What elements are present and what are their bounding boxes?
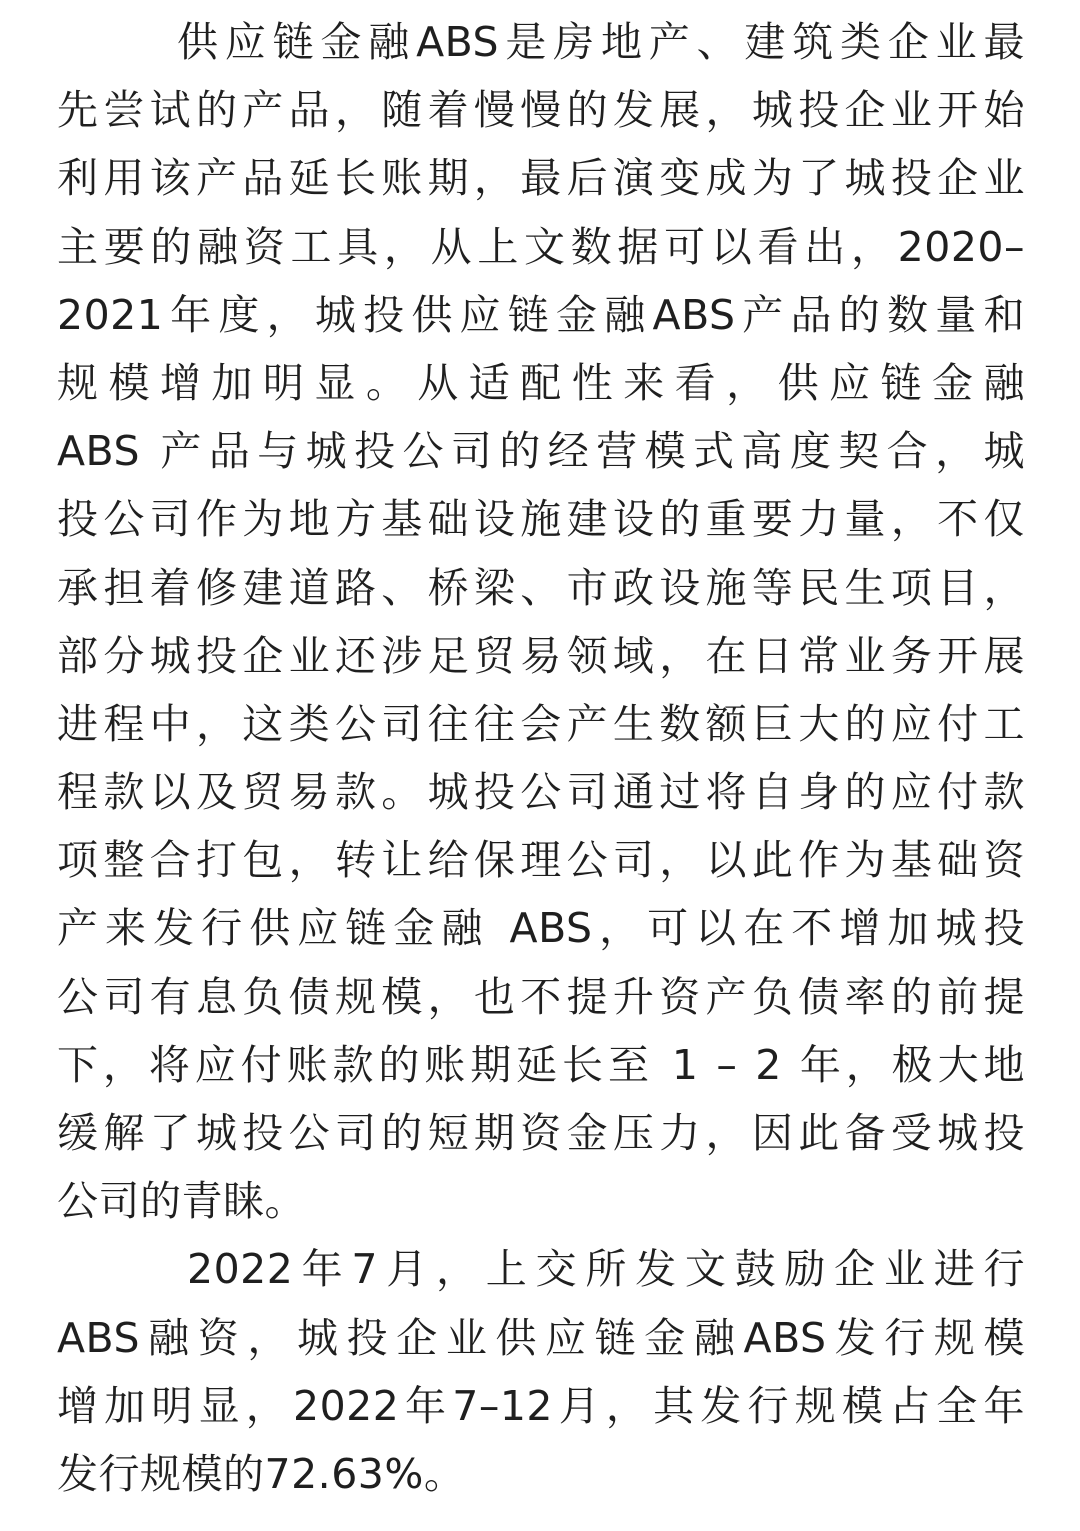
paragraph-1-line-14: 产来发行供应链金融 ABS，可以在不增加城投	[57, 904, 1025, 953]
paragraph-1	[57, 8, 1025, 1235]
paragraph-1-line-6: 规模增加明显。从适配性来看，供应链金融	[57, 358, 1025, 407]
paragraph-2-line-1: 2022年7月，上交所发文鼓励企业进行	[187, 1245, 1025, 1294]
paragraph-1-line-3: 利用该产品延长账期，最后演变成为了城投企业	[57, 154, 1025, 203]
paragraph-2	[57, 1235, 1025, 1508]
paragraph-2-line-3: 增加明显，2022年7–12月，其发行规模占全年	[57, 1381, 1025, 1430]
paragraph-1-line-9: 承担着修建道路、桥梁、市政设施等民生项目，	[57, 563, 1025, 612]
paragraph-1-line-15: 公司有息负债规模，也不提升资产负债率的前提	[57, 972, 1025, 1021]
paragraph-2-line-2: ABS融资，城投企业供应链金融ABS发行规模	[57, 1313, 1025, 1362]
paragraph-1-line-11: 进程中，这类公司往往会产生数额巨大的应付工	[57, 699, 1025, 748]
paragraph-1-line-13: 项整合打包，转让给保理公司，以此作为基础资	[57, 836, 1025, 885]
paragraph-1-line-1: 供应链金融ABS是房地产、建筑类企业最	[177, 18, 1025, 66]
article-body	[57, 8, 1025, 1508]
paragraph-1-line-8: 投公司作为地方基础设施建设的重要力量，不仅	[57, 495, 1025, 544]
paragraph-1-line-17: 缓解了城投公司的短期资金压力，因此备受城投	[57, 1109, 1025, 1157]
paragraph-1-line-5: 2021年度，城投供应链金融ABS产品的数量和	[57, 290, 1025, 339]
paragraph-1-line-4: 主要的融资工具，从上文数据可以看出，2020–	[57, 222, 1025, 271]
paragraph-2-line-4: 发行规模的72.63%。	[57, 1449, 466, 1498]
paragraph-1-line-12: 程款以及贸易款。城投公司通过将自身的应付款	[57, 768, 1025, 817]
paragraph-1-line-18: 公司的青睐。	[57, 1177, 306, 1226]
paragraph-1-line-2: 先尝试的产品，随着慢慢的发展，城投企业开始	[57, 86, 1025, 135]
paragraph-1-line-7: ABS 产品与城投公司的经营模式高度契合，城	[57, 427, 1025, 476]
paragraph-1-line-10: 部分城投企业还涉足贸易领域，在日常业务开展	[57, 631, 1025, 680]
paragraph-1-line-16: 下，将应付账款的账期延长至 1 – 2 年，极大地	[57, 1040, 1025, 1089]
